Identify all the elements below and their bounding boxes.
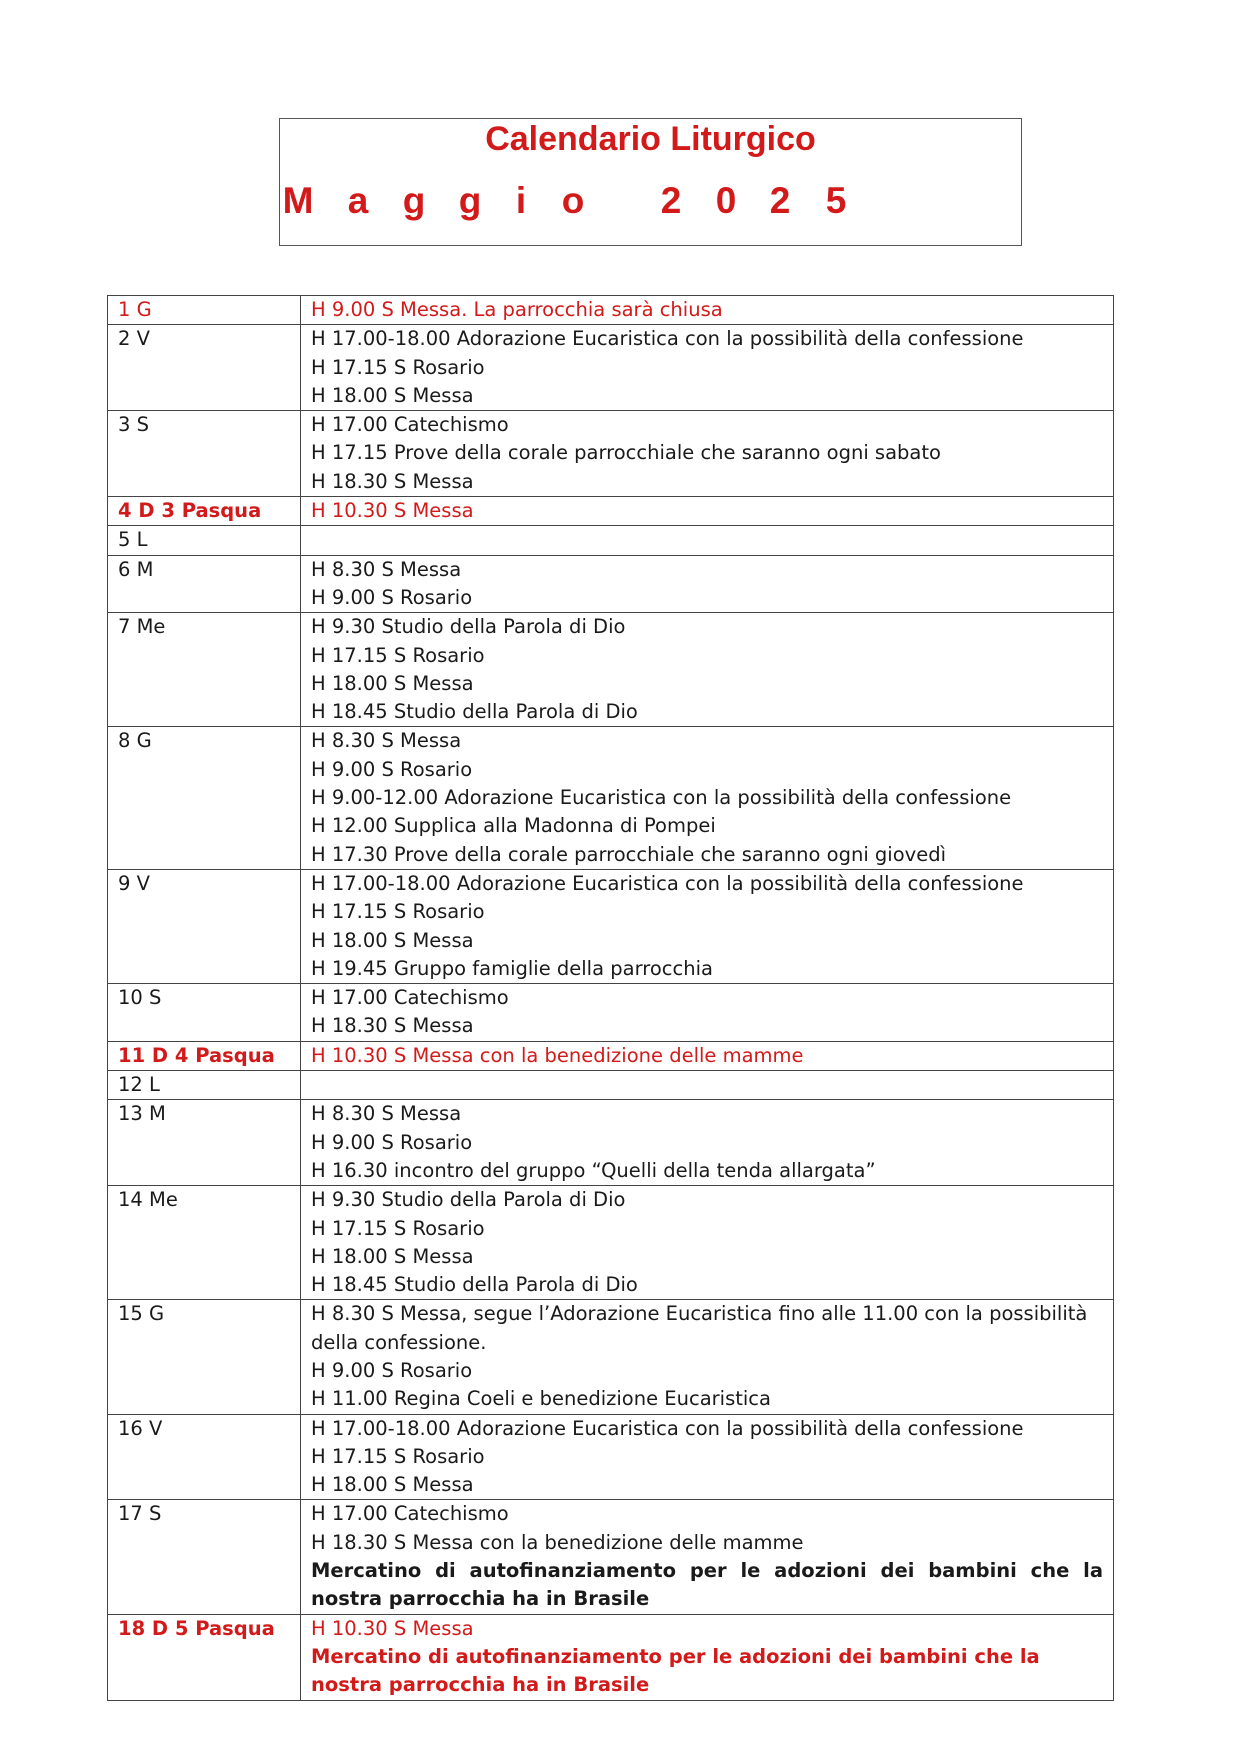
subtitle-letter: g — [458, 180, 482, 221]
day-cell: 18 D 5 Pasqua — [108, 1614, 301, 1700]
table-row — [108, 1186, 1114, 1300]
event-line: H 17.15 S Rosario — [311, 355, 485, 379]
events-cell — [301, 497, 1114, 526]
event-line: H 16.30 incontro del gruppo “Quelli della tenda allargata” — [311, 1158, 876, 1182]
event-line: H 18.45 Studio della Parola di Dio — [311, 700, 638, 724]
day-cell: 15 G — [108, 1300, 301, 1414]
day-cell: 16 V — [108, 1414, 301, 1500]
table-row — [108, 1414, 1114, 1500]
event-line: H 17.00-18.00 Adorazione Eucaristica con la possibilità della confessione — [311, 1416, 1024, 1440]
event-line: H 11.00 Regina Coeli e benedizione Eucaristica — [311, 1387, 771, 1411]
event-line: H 17.15 Prove della corale parrocchiale che saranno ogni sabato — [311, 441, 941, 465]
events-cell — [301, 555, 1114, 613]
table-row — [108, 1100, 1114, 1186]
events-cell — [301, 1300, 1114, 1414]
table-row — [108, 526, 1114, 555]
event-line: H 12.00 Supplica alla Madonna di Pompei — [311, 814, 716, 838]
events-cell — [301, 1041, 1114, 1070]
events-cell — [301, 869, 1114, 983]
events-cell — [301, 1071, 1114, 1100]
event-line: H 17.00-18.00 Adorazione Eucaristica con la possibilità della confessione — [311, 871, 1024, 895]
event-line: H 18.00 S Messa — [311, 1473, 474, 1497]
event-line: H 9.00 S Rosario — [311, 1130, 473, 1154]
event-line: H 9.30 Studio della Parola di Dio — [311, 1188, 626, 1212]
day-cell: 2 V — [108, 325, 301, 411]
events-cell — [301, 613, 1114, 727]
subtitle-letter: 0 — [715, 180, 737, 221]
day-cell: 10 S — [108, 984, 301, 1042]
table-row — [108, 555, 1114, 613]
table-row — [108, 325, 1114, 411]
event-line: H 18.00 S Messa — [311, 671, 474, 695]
events-cell — [301, 727, 1114, 869]
day-cell: 4 D 3 Pasqua — [108, 497, 301, 526]
event-line: H 8.30 S Messa — [311, 1102, 462, 1126]
page-subtitle — [279, 180, 1022, 230]
day-cell: 7 Me — [108, 613, 301, 727]
subtitle-letter: 2 — [769, 180, 791, 221]
event-line: H 18.00 S Messa — [311, 928, 474, 952]
event-line: H 17.15 S Rosario — [311, 1216, 485, 1240]
event-line: H 9.00 S Messa. La parrocchia sarà chiusa — [311, 298, 723, 321]
day-cell: 6 M — [108, 555, 301, 613]
events-cell — [301, 1100, 1114, 1186]
event-line: H 17.00 Catechismo — [311, 413, 509, 437]
subtitle-letter: a — [347, 180, 369, 221]
event-line: H 8.30 S Messa, segue l’Adorazione Eucaristica fino alle 11.00 con la possibilità della confessione. — [311, 1302, 1088, 1354]
events-cell — [301, 1500, 1114, 1614]
event-line: H 9.00 S Rosario — [311, 757, 473, 781]
page-title: Calendario Liturgico — [485, 120, 816, 158]
event-line: H 18.00 S Messa — [311, 1244, 474, 1268]
event-line: H 18.30 S Messa — [311, 1014, 474, 1038]
day-cell: 13 M — [108, 1100, 301, 1186]
day-cell: 9 V — [108, 869, 301, 983]
subtitle-letter: 2 — [660, 180, 682, 221]
event-line: H 8.30 S Messa — [311, 557, 462, 581]
event-line: H 8.30 S Messa — [311, 729, 462, 753]
events-cell — [301, 984, 1114, 1042]
event-line: H 17.00 Catechismo — [311, 986, 509, 1010]
event-line: H 9.00-12.00 Adorazione Eucaristica con la possibilità della confessione — [311, 786, 1012, 810]
events-cell — [301, 411, 1114, 497]
event-line: Mercatino di autofinanziamento per le adozioni dei bambini che la nostra parrocchia ha in Brasile — [311, 1559, 1103, 1611]
table-row — [108, 1300, 1114, 1414]
subtitle-letter: i — [515, 180, 527, 221]
day-cell: 12 L — [108, 1071, 301, 1100]
day-cell: 3 S — [108, 411, 301, 497]
event-line: H 17.30 Prove della corale parrocchiale che saranno ogni giovedì — [311, 842, 946, 866]
table-row — [108, 869, 1114, 983]
event-line: H 10.30 S Messa — [311, 499, 474, 523]
table-row — [108, 411, 1114, 497]
subtitle-letter: g — [402, 180, 426, 221]
day-cell: 17 S — [108, 1500, 301, 1614]
event-line: Mercatino di autofinanziamento per le adozioni dei bambini che la nostra parrocchia ha in Brasile — [311, 1644, 1040, 1697]
calendar-table — [107, 295, 1114, 1701]
subtitle-letter: M — [282, 180, 314, 221]
table-row — [108, 613, 1114, 727]
table-row — [108, 497, 1114, 526]
events-cell — [301, 296, 1114, 325]
event-line: H 17.15 S Rosario — [311, 643, 485, 667]
event-line: H 18.45 Studio della Parola di Dio — [311, 1273, 638, 1297]
table-row — [108, 727, 1114, 869]
events-cell — [301, 1186, 1114, 1300]
day-cell: 14 Me — [108, 1186, 301, 1300]
event-line: H 9.00 S Rosario — [311, 585, 473, 609]
day-cell: 11 D 4 Pasqua — [108, 1041, 301, 1070]
event-line: H 17.00-18.00 Adorazione Eucaristica con la possibilità della confessione — [311, 327, 1024, 351]
event-line: H 17.00 Catechismo — [311, 1502, 509, 1526]
table-row — [108, 1500, 1114, 1614]
events-cell — [301, 1414, 1114, 1500]
table-row — [108, 1041, 1114, 1070]
subtitle-letter: 5 — [825, 180, 847, 221]
event-line: H 18.30 S Messa — [311, 469, 474, 493]
day-cell: 8 G — [108, 727, 301, 869]
day-cell: 5 L — [108, 526, 301, 555]
events-cell — [301, 526, 1114, 555]
table-row — [108, 984, 1114, 1042]
events-cell — [301, 1614, 1114, 1700]
event-line: H 19.45 Gruppo famiglie della parrocchia — [311, 956, 713, 980]
event-line: H 17.15 S Rosario — [311, 900, 485, 924]
event-line: H 10.30 S Messa — [311, 1616, 474, 1640]
table-row — [108, 296, 1114, 325]
event-line: H 9.00 S Rosario — [311, 1358, 473, 1382]
events-cell — [301, 325, 1114, 411]
subtitle-letter: o — [561, 180, 585, 221]
event-line: H 9.30 Studio della Parola di Dio — [311, 615, 626, 639]
table-row — [108, 1614, 1114, 1700]
event-line: H 18.00 S Messa — [311, 383, 474, 407]
event-line: H 10.30 S Messa con la benedizione delle mamme — [311, 1043, 804, 1067]
table-row — [108, 1071, 1114, 1100]
event-line: H 18.30 S Messa con la benedizione delle mamme — [311, 1530, 804, 1554]
event-line: H 17.15 S Rosario — [311, 1444, 485, 1468]
day-cell: 1 G — [108, 296, 301, 325]
